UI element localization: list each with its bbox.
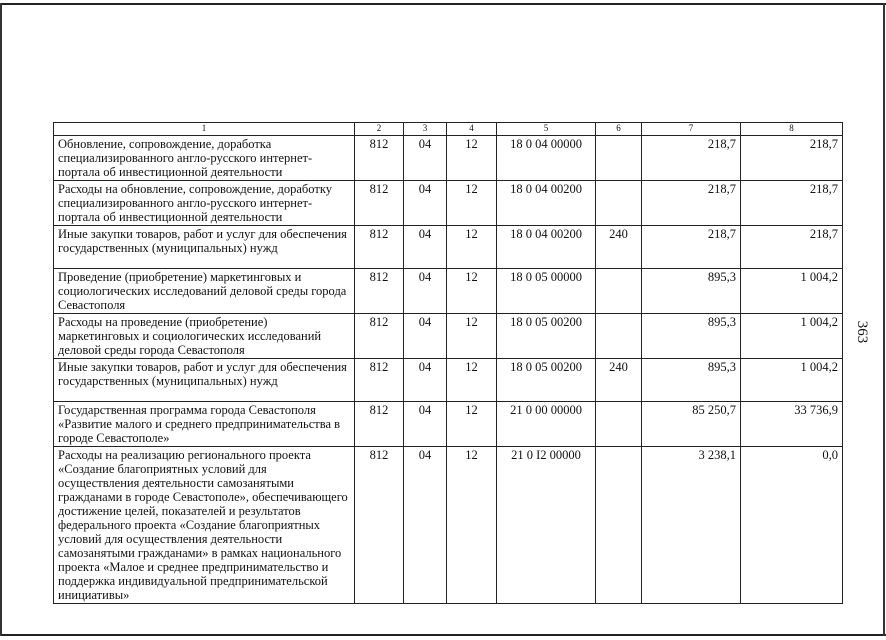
row-rz: 04 [404, 359, 447, 402]
header-col-vr: 6 [596, 123, 642, 136]
row-year1: 218,7 [642, 181, 741, 226]
table-row [54, 181, 843, 226]
header-row [54, 123, 843, 136]
row-pr: 12 [447, 181, 497, 226]
row-name: Расходы на проведение (приобретение) маркетинговых и социологических исследований деловой среды города Севастополя [54, 314, 355, 359]
row-year1: 895,3 [642, 314, 741, 359]
row-csr: 21 0 00 00000 [497, 402, 596, 447]
row-year2: 1 004,2 [741, 359, 843, 402]
row-pr: 12 [447, 226, 497, 269]
page-number: 363 [854, 320, 870, 344]
row-rz: 04 [404, 181, 447, 226]
table-row [54, 447, 843, 604]
row-year2: 33 736,9 [741, 402, 843, 447]
scan-border-top [0, 3, 886, 5]
row-rz: 04 [404, 314, 447, 359]
row-name: Расходы на реализацию регионального проекта «Создание благоприятных условий для осуществления деятельности самозанятыми гражданами в городе Севастополе», обеспечивающего достижение целей, показателей и результатов федерального проекта «Создание благоприятных условий для осуществления деятельности самозанятыми гражданами» в рамках национального проекта «Малое и среднее предпринимательство и поддержка индивидуальной предпринимательской инициативы» [54, 447, 355, 604]
budget-table [53, 122, 843, 604]
row-rz: 04 [404, 402, 447, 447]
row-csr: 18 0 04 00200 [497, 181, 596, 226]
row-pr: 12 [447, 269, 497, 314]
row-year1: 218,7 [642, 136, 741, 181]
row-csr: 21 0 I2 00000 [497, 447, 596, 604]
row-csr: 18 0 04 00200 [497, 226, 596, 269]
scan-border-bottom [0, 634, 886, 636]
row-ved: 812 [355, 447, 404, 604]
row-pr: 12 [447, 314, 497, 359]
row-csr: 18 0 05 00200 [497, 314, 596, 359]
row-ved: 812 [355, 226, 404, 269]
scan-border-left [0, 3, 2, 636]
header-col-rz: 3 [404, 123, 447, 136]
row-rz: 04 [404, 447, 447, 604]
row-pr: 12 [447, 402, 497, 447]
row-year2: 218,7 [741, 181, 843, 226]
header-col-year2: 8 [741, 123, 843, 136]
row-ved: 812 [355, 402, 404, 447]
table-row [54, 314, 843, 359]
table-row [54, 136, 843, 181]
header-col-name: 1 [54, 123, 355, 136]
row-year2: 218,7 [741, 136, 843, 181]
row-rz: 04 [404, 269, 447, 314]
row-year1: 895,3 [642, 269, 741, 314]
header-col-year1: 7 [642, 123, 741, 136]
row-name: Государственная программа города Севастополя «Развитие малого и среднего предпринимательства в городе Севастополе» [54, 402, 355, 447]
table-row [54, 402, 843, 447]
row-name: Иные закупки товаров, работ и услуг для обеспечения государственных (муниципальных) нужд [54, 359, 355, 402]
table-row [54, 359, 843, 402]
row-vr [596, 181, 642, 226]
row-csr: 18 0 04 00000 [497, 136, 596, 181]
row-vr [596, 314, 642, 359]
row-year2: 1 004,2 [741, 269, 843, 314]
row-csr: 18 0 05 00000 [497, 269, 596, 314]
row-name: Обновление, сопровождение, доработка специализированного англо-русского интернет-портала об инвестиционной деятельности [54, 136, 355, 181]
row-ved: 812 [355, 269, 404, 314]
row-rz: 04 [404, 136, 447, 181]
row-pr: 12 [447, 359, 497, 402]
row-year2: 0,0 [741, 447, 843, 604]
row-vr [596, 269, 642, 314]
row-year1: 895,3 [642, 359, 741, 402]
table-row [54, 226, 843, 269]
row-vr [596, 447, 642, 604]
row-pr: 12 [447, 136, 497, 181]
row-vr [596, 136, 642, 181]
row-name: Проведение (приобретение) маркетинговых и социологических исследований деловой среды города Севастополя [54, 269, 355, 314]
row-year1: 218,7 [642, 226, 741, 269]
header-col-csr: 5 [497, 123, 596, 136]
header-col-pr: 4 [447, 123, 497, 136]
row-ved: 812 [355, 314, 404, 359]
row-ved: 812 [355, 359, 404, 402]
row-rz: 04 [404, 226, 447, 269]
row-ved: 812 [355, 136, 404, 181]
table-row [54, 269, 843, 314]
row-year1: 3 238,1 [642, 447, 741, 604]
row-name: Иные закупки товаров, работ и услуг для обеспечения государственных (муниципальных) нужд [54, 226, 355, 269]
header-col-ved: 2 [355, 123, 404, 136]
row-year2: 1 004,2 [741, 314, 843, 359]
row-ved: 812 [355, 181, 404, 226]
row-vr: 240 [596, 359, 642, 402]
row-year2: 218,7 [741, 226, 843, 269]
row-vr [596, 402, 642, 447]
row-vr: 240 [596, 226, 642, 269]
row-name: Расходы на обновление, сопровождение, доработку специализированного англо-русского интернет-портала об инвестиционной деятельности [54, 181, 355, 226]
row-csr: 18 0 05 00200 [497, 359, 596, 402]
row-year1: 85 250,7 [642, 402, 741, 447]
row-pr: 12 [447, 447, 497, 604]
scan-border-right [883, 3, 885, 636]
